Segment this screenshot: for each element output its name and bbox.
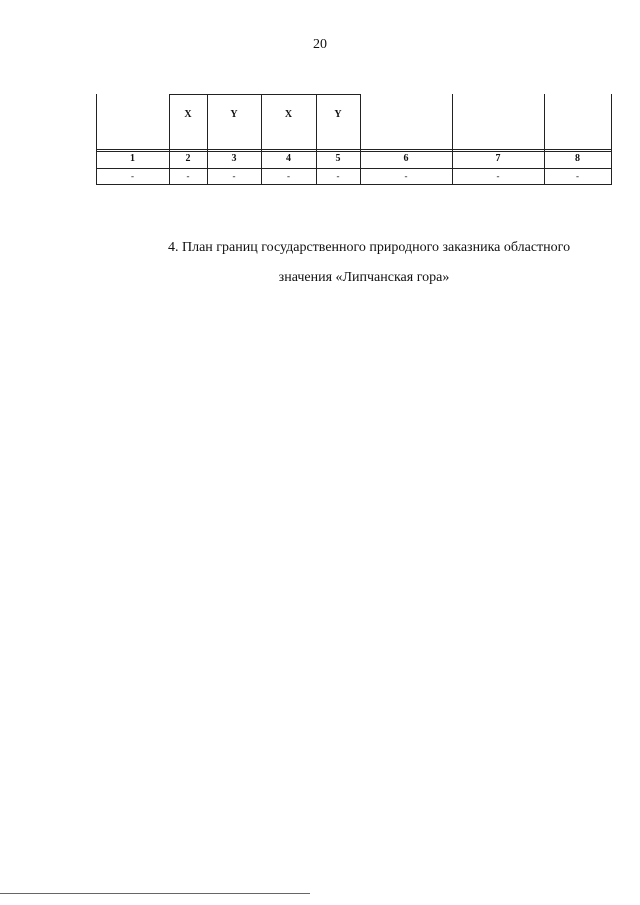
column-number: 8 bbox=[575, 153, 580, 164]
column-number: 3 bbox=[231, 153, 237, 164]
column-number: 5 bbox=[335, 153, 341, 164]
table-cell: - bbox=[186, 171, 190, 181]
column-number: 1 bbox=[130, 153, 135, 164]
column-number: 2 bbox=[185, 153, 191, 164]
subheader-top-border bbox=[169, 94, 361, 95]
table-rule bbox=[96, 151, 612, 152]
page-number: 20 bbox=[313, 37, 327, 52]
table-cell: - bbox=[404, 171, 408, 181]
section-heading-continuation: значения «Липчанская гора» bbox=[278, 270, 450, 285]
footer-rule bbox=[0, 893, 310, 894]
table-rule bbox=[96, 149, 612, 150]
column-number: 4 bbox=[286, 153, 291, 164]
table-cell: - bbox=[576, 171, 579, 181]
table-cell: - bbox=[287, 171, 290, 181]
subheader-x: X bbox=[284, 109, 293, 120]
column-number: 6 bbox=[403, 153, 409, 164]
subheader-x: X bbox=[184, 109, 192, 120]
subheader-y: Y bbox=[334, 109, 342, 120]
column-number: 7 bbox=[495, 153, 501, 164]
coordinates-table bbox=[96, 94, 612, 185]
table-cell: - bbox=[232, 171, 236, 181]
table-cell: - bbox=[496, 171, 500, 181]
table-rule bbox=[96, 168, 612, 169]
table-cell: - bbox=[336, 171, 340, 181]
table-cell: - bbox=[131, 171, 134, 181]
section-heading: 4. План границ государственного природного заказника областного bbox=[168, 240, 571, 255]
table-border-bottom bbox=[96, 184, 612, 185]
table-border-right bbox=[611, 94, 612, 185]
subheader-y: Y bbox=[230, 109, 238, 120]
